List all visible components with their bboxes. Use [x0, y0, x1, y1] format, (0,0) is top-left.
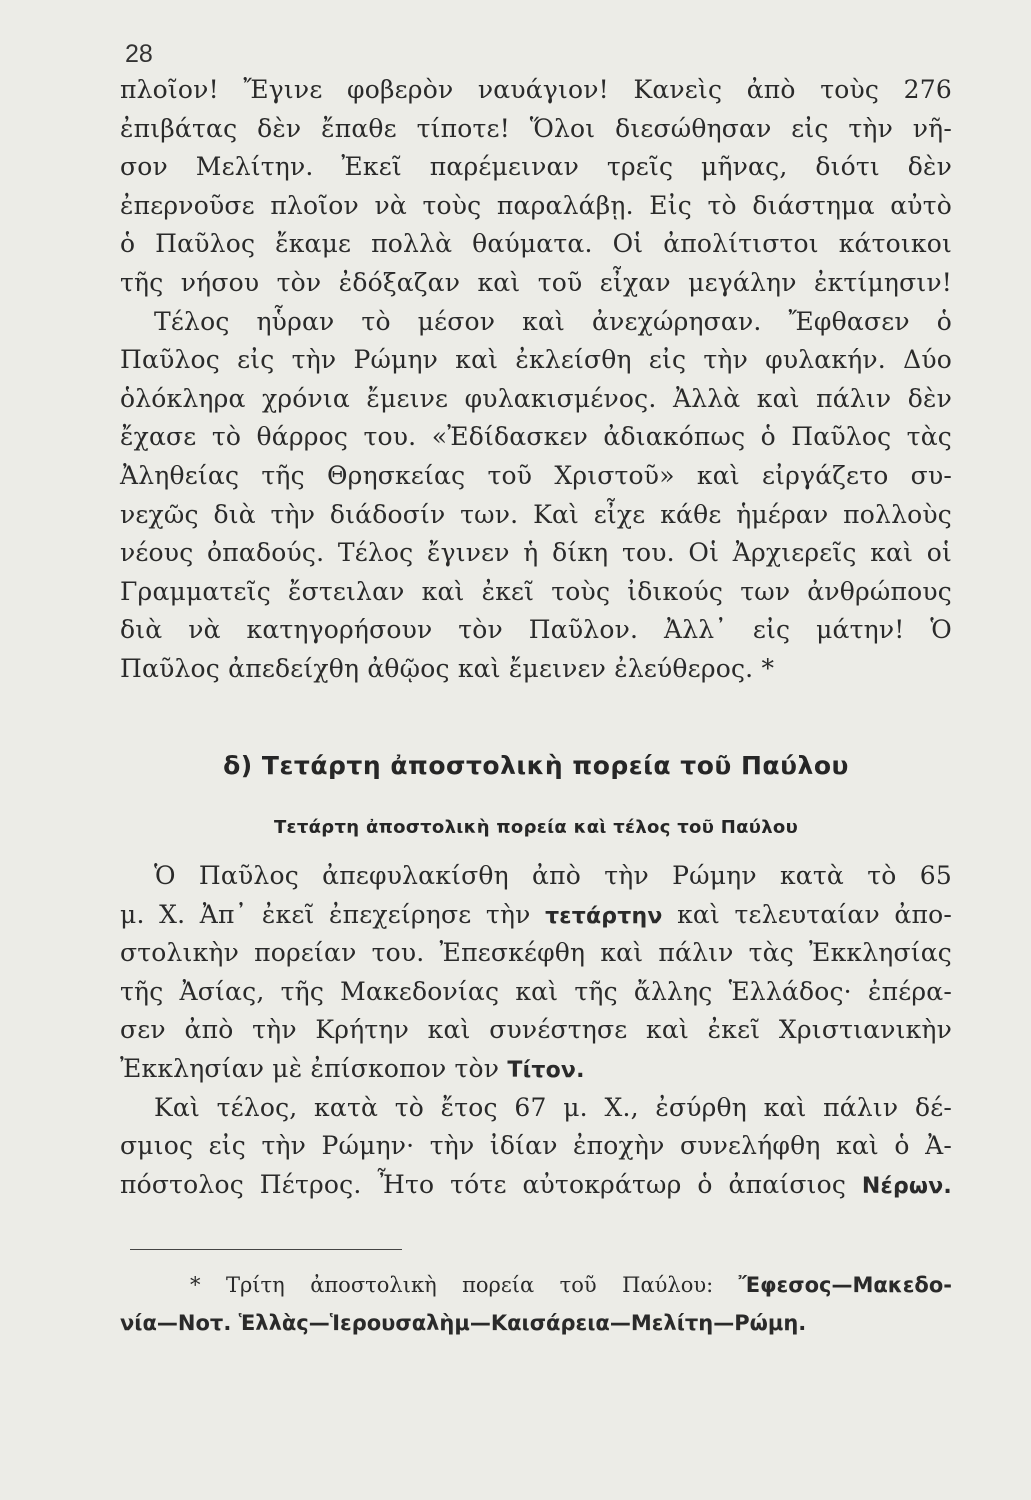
section-text-run: πόστολος Πέτρος. Ἦτο τότε αὐτοκράτωρ ὁ ἀπαίσιος	[120, 1169, 847, 1199]
footnote-line	[120, 1266, 952, 1304]
body-line: σον Μελίτην. Ἐκεῖ παρέμειναν τρεῖς μῆνας, διότι δὲν	[120, 152, 952, 182]
section-line	[120, 1166, 952, 1205]
body-line: ἐπιβάτας δὲν ἔπαθε τίποτε! Ὅλοι διεσώθησαν εἰς τὴν νῆ-	[120, 113, 952, 143]
footnote-line: νία—Νοτ. Ἑλλὰς—Ἱερουσαλὴμ—Καισάρεια—Μελίτη—Ρώμη.	[120, 1311, 807, 1335]
body-line: διὰ νὰ κατηγορήσουν τὸν Παῦλον. Ἀλλ᾽ εἰς μάτην! Ὁ	[120, 615, 952, 645]
section-line: σμιος εἰς τὴν Ρώμην· τὴν ἰδίαν ἐποχὴν συνελήφθη καὶ ὁ Ἀ-	[120, 1131, 952, 1161]
section-line: σεν ἀπὸ τὴν Κρήτην καὶ συνέστησε καὶ ἐκεῖ Χριστιανικὴν	[120, 1015, 952, 1045]
footnote-route: Ἔφεσος—Μακεδο-	[738, 1273, 952, 1297]
body-line: πλοῖον! Ἔγινε φοβερὸν ναυάγιον! Κανεὶς ἀπὸ τοὺς 276	[120, 75, 952, 104]
body-line: Γραμματεῖς ἔστειλαν καὶ ἐκεῖ τοὺς ἰδικούς των ἀνθρώπους	[120, 576, 952, 606]
emphasis-fourth: τετάρτην	[545, 903, 663, 929]
emphasis-titus: Τίτον.	[507, 1057, 585, 1083]
footnote	[120, 1266, 952, 1342]
body-line: Τέλος ηὗραν τὸ μέσον καὶ ἀνεχώρησαν. Ἔφθασεν ὁ	[154, 306, 952, 336]
section-subheading: Τετάρτη ἀποστολικὴ πορεία καὶ τέλος τοῦ Παύλου	[273, 817, 799, 838]
body-line: Παῦλος εἰς τὴν Ρώμην καὶ ἐκλείσθη εἰς τὴν φυλακήν. Δύο	[120, 345, 952, 375]
body-line: νέους ὀπαδούς. Τέλος ἔγινεν ἡ δίκη του. Οἱ Ἀρχιερεῖς καὶ οἱ	[120, 538, 952, 568]
body-line: ὁ Παῦλος ἔκαμε πολλὰ θαύματα. Οἱ ἀπολίτιστοι κάτοικοι	[120, 229, 952, 259]
section-text	[120, 857, 952, 1204]
section-text-run: μ. Χ. Ἀπ᾽ ἐκεῖ ἐπεχείρησε τὴν	[120, 899, 531, 929]
body-line: νεχῶς διὰ τὴν διάδοσίν των. Καὶ εἶχε κάθε ἡμέραν πολλοὺς	[120, 499, 952, 529]
section-text-run: Ἐκκλησίαν μὲ ἐπίσκοπον τὸν	[120, 1053, 500, 1083]
page-number: 28	[125, 40, 153, 68]
body-line: Ἀληθείας τῆς Θρησκείας τοῦ Χριστοῦ» καὶ εἰργάζετο συ-	[120, 460, 952, 490]
body-line: ὁλόκληρα χρόνια ἔμεινε φυλακισμένος. Ἀλλὰ καὶ πάλιν δὲν	[120, 383, 952, 413]
body-text	[120, 71, 952, 689]
section-heading: δ) Τετάρτη ἀποστολικὴ πορεία τοῦ Παύλου	[223, 751, 849, 780]
body-line: ἐπερνοῦσε πλοῖον νὰ τοὺς παραλάβῃ. Εἰς τὸ διάστημα αὐτὸ	[120, 190, 952, 220]
section-line	[120, 896, 952, 935]
emphasis-nero: Νέρων.	[861, 1173, 952, 1199]
footnote-text-run: * Τρίτη ἀποστολικὴ πορεία τοῦ Παύλου:	[190, 1273, 714, 1297]
section-line: τῆς Ἀσίας, τῆς Μακεδονίας καὶ τῆς ἄλλης Ἑλλάδος· ἐπέρα-	[120, 976, 952, 1006]
section-text-run: καὶ τελευταίαν ἀπο-	[677, 899, 953, 929]
section-line: Ὁ Παῦλος ἀπεφυλακίσθη ἀπὸ τὴν Ρώμην κατὰ τὸ 65	[154, 861, 952, 890]
body-line: ἔχασε τὸ θάρρος του. «Ἐδίδασκεν ἀδιακόπως ὁ Παῦλος τὰς	[120, 422, 952, 452]
footnote-divider	[130, 1249, 402, 1250]
body-line: τῆς νήσου τὸν ἐδόξαζαν καὶ τοῦ εἶχαν μεγάλην ἐκτίμησιν!	[120, 267, 952, 297]
section-line: στολικὴν πορείαν του. Ἐπεσκέφθη καὶ πάλιν τὰς Ἐκκλησίας	[120, 938, 952, 968]
section-line	[120, 1050, 952, 1089]
section-line: Καὶ τέλος, κατὰ τὸ ἔτος 67 μ. Χ., ἐσύρθη καὶ πάλιν δέ-	[154, 1092, 952, 1122]
body-line: Παῦλος ἀπεδείχθη ἀθῷος καὶ ἔμεινεν ἐλεύθερος. *	[120, 653, 775, 683]
